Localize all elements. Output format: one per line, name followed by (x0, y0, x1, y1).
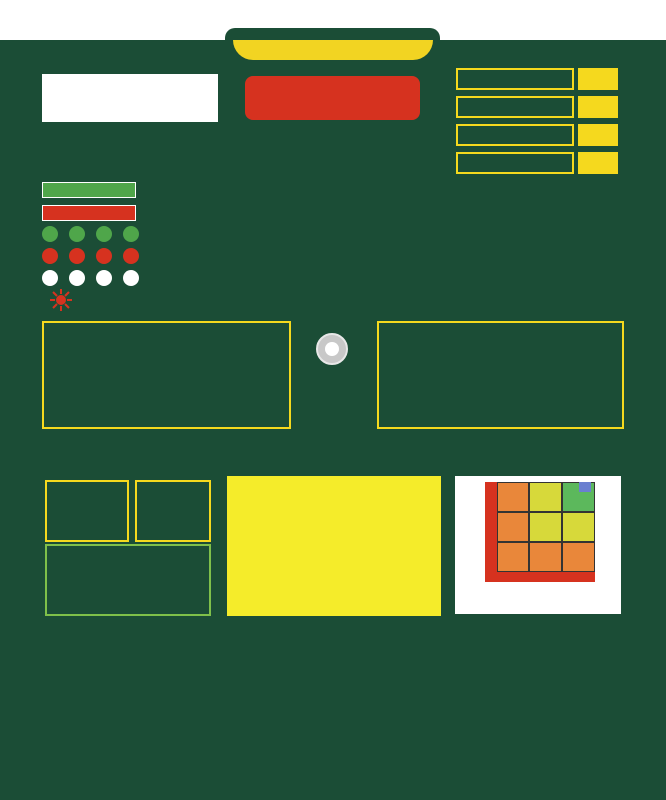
squawk-label-box (456, 124, 574, 146)
call-sign-field[interactable] (42, 74, 218, 122)
signal-dot (69, 270, 85, 286)
steady-red-signal (42, 205, 136, 221)
gafor-grid (485, 482, 595, 582)
readability-list (53, 546, 59, 689)
gafor-cell (529, 542, 562, 572)
gafor-y-label (457, 480, 471, 588)
gafor-corner-cell (579, 482, 591, 492)
signal-dot (42, 270, 58, 286)
squawk-label-box (456, 152, 574, 174)
gafor-cell (529, 512, 562, 542)
departure-word-box (245, 482, 285, 610)
pyrotechnic-icon (49, 288, 73, 312)
signal-dot (42, 248, 58, 264)
emergency-frequency-badge (245, 76, 420, 120)
steady-green-signal (42, 182, 136, 198)
gafor-cell (497, 512, 529, 542)
east-levels-box (45, 480, 129, 542)
squawk-label-box (456, 96, 574, 118)
west-levels-box (135, 480, 211, 542)
signal-dot (123, 248, 139, 264)
panpan-box (377, 321, 624, 429)
squawk-code (578, 124, 618, 146)
gafor-cell (497, 542, 529, 572)
signal-dot (96, 226, 112, 242)
signal-dot (123, 270, 139, 286)
flashing-white-signal (42, 270, 142, 288)
gafor-chart (455, 476, 621, 614)
gafor-cell (562, 512, 595, 542)
squawk-label-box (456, 68, 574, 90)
sun-dial-edge[interactable] (233, 40, 433, 60)
squawk-code (578, 96, 618, 118)
nm-ruler (636, 40, 664, 800)
flashing-red-signal (42, 248, 142, 266)
squawk-code (578, 68, 618, 90)
squawk-code (578, 152, 618, 174)
signal-dot (69, 248, 85, 264)
gafor-cell (529, 482, 562, 512)
readability-box (45, 544, 211, 616)
signal-dot (123, 226, 139, 242)
gafor-cell (497, 482, 529, 512)
gafor-cell (562, 542, 595, 572)
eyelet-rivet (316, 333, 348, 365)
signal-dot (42, 226, 58, 242)
mayday-box (42, 321, 291, 429)
signal-dot (96, 248, 112, 264)
km-ruler (2, 40, 30, 800)
signal-dot (69, 226, 85, 242)
flashing-green-signal (42, 226, 142, 244)
signal-dot (96, 270, 112, 286)
